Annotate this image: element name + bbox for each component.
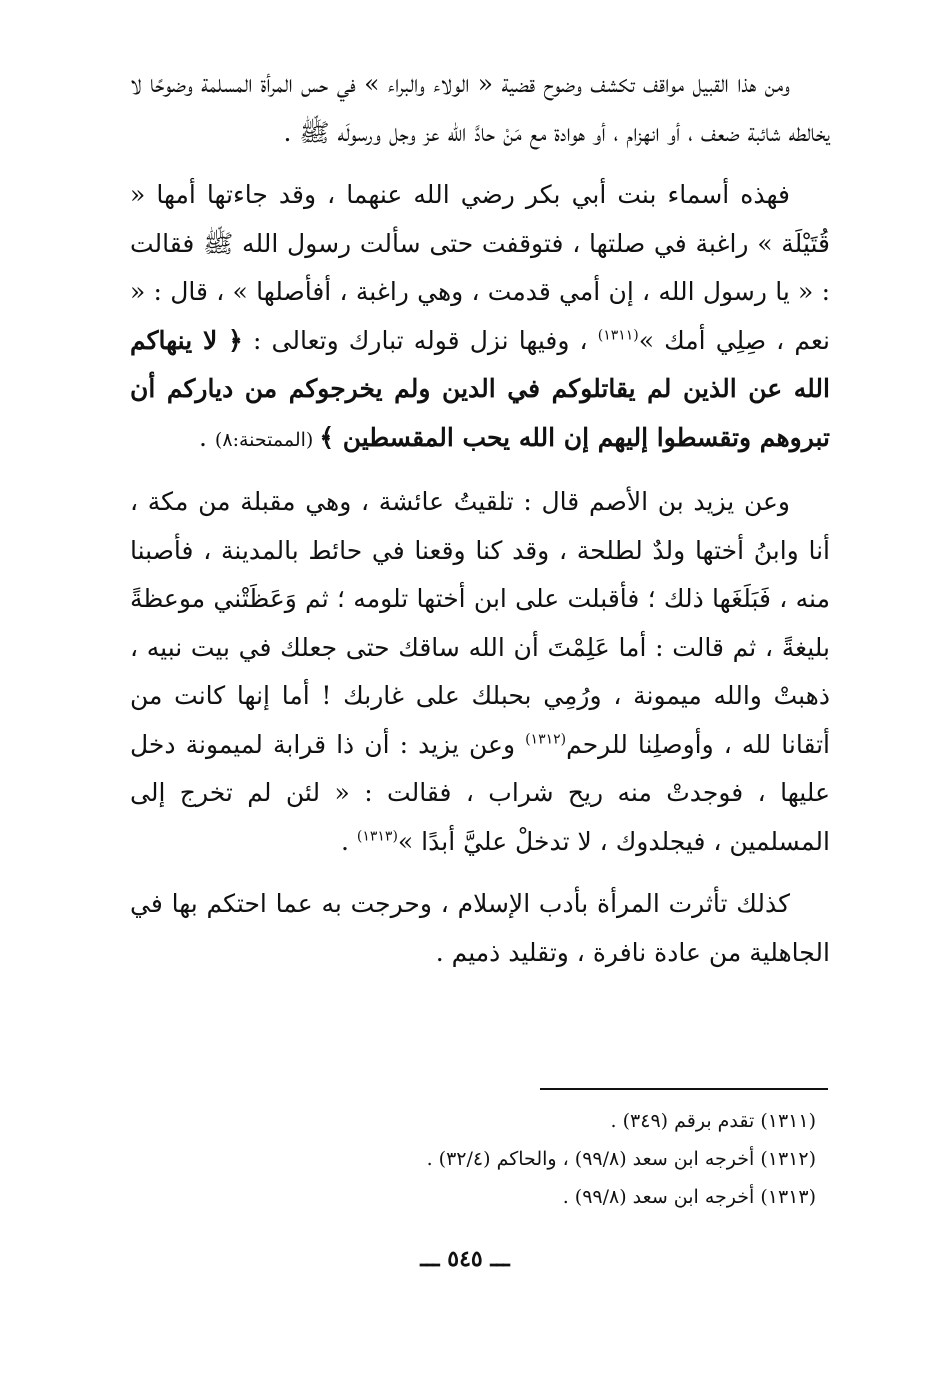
verse-source: (الممتحنة:٨) <box>214 428 320 451</box>
paragraph-asma <box>130 171 830 464</box>
main-text <box>130 60 830 991</box>
paragraph-text: فهذه أسماء بنت أبي بكر رضي الله عنهما ، وقد جاءتها أمها « قُتَيْلَة » راغبة في صلتها ، فتوقفت حتى سألت رسول الله ﷺ فقالت : « يا رسول الله ، إن أمي قدمت ، وهي راغبة ، أفأصلها » ، قال : « نعم ، صِلِي أمك » <box>130 180 831 355</box>
footnote-1312: (١٣١٢) أخرجه ابن سعد (٩٩/٨) ، والحاكم (٣٢/٤) . <box>426 1148 816 1170</box>
paragraph-text: ومن هذا القبيل مواقف تكشف وضوح قضية « الولاء والبراء » في حس المرأة المسلمة وضوحًا لا يخالطه شائبة ضعف ، أو انهزام ، أو هوادة مع مَنْ حادَّ الله عز وجل ورسولَه ﷺ . <box>130 69 830 147</box>
footnote-ref[interactable]: (١٣١٣) <box>356 828 398 845</box>
paragraph-yazid <box>130 478 830 866</box>
page-number: ـــ ٥٤٥ ـــ <box>420 1246 510 1272</box>
paragraph-text: ، وفيها نزل قوله تبارك وتعالى : <box>242 325 598 355</box>
paragraph-text: . <box>199 422 215 452</box>
footnotes <box>130 1102 830 1216</box>
quran-verse: ﴿ لا ينهاكم الله عن الذين لم يقاتلوكم في الدين ولم يخرجوكم من دياركم أن تبروهم وتقسطوا إليهم إن الله يحب المقسطين ﴾ <box>130 325 830 452</box>
paragraph-text: كذلك تأثرت المرأة بأدب الإسلام ، وحرجت به عما احتكم بها في الجاهلية من عادة نافرة ، وتقليد ذميم . <box>130 889 830 967</box>
paragraph-text: وعن يزيد بن الأصم قال : تلقيتُ عائشة ، وهي مقبلة من مكة ، أنا وابنُ أختها ولدٌ لطلحة ، وقد كنا وقعنا في حائط بالمدينة ، فأصبنا منه ، فَبَلَغَها ذلك ؛ فأقبلت على ابن أختها تلومه ؛ ثم وَعَظَتْني موعظةً بليغةً ، ثم قالت : أما عَلِمْتَ أن الله ساقك حتى جعلك في بيت نبيه ، ذهبتْ والله ميمونة ، ورُمِي بحبلك على غاربك ! أما إنها كانت من أتقانا لله ، وأوصلِنا للرحم <box>130 487 830 759</box>
paragraph-text: وعن يزيد : أن ذا قرابة لميمونة دخل عليها ، فوجدتْ منه ريح شراب ، فقالت : « لئن لم تخرج إلى المسلمين ، فيجلدوك ، لا تدخلْ عليَّ أبدًا » <box>130 729 830 856</box>
footnote-1311: (١٣١١) تقدم برقم (٣٤٩) . <box>610 1110 816 1132</box>
footnote-ref[interactable]: (١٣١٢) <box>525 731 567 748</box>
footnote-ref[interactable]: (١٣١١) <box>597 327 639 344</box>
paragraph-conclusion <box>130 880 830 977</box>
footnote-divider <box>540 1088 828 1090</box>
paragraph-loyalty <box>130 60 830 157</box>
paragraph-text: . <box>341 826 357 856</box>
footnote-1313: (١٣١٣) أخرجه ابن سعد (٩٩/٨) . <box>562 1186 816 1208</box>
